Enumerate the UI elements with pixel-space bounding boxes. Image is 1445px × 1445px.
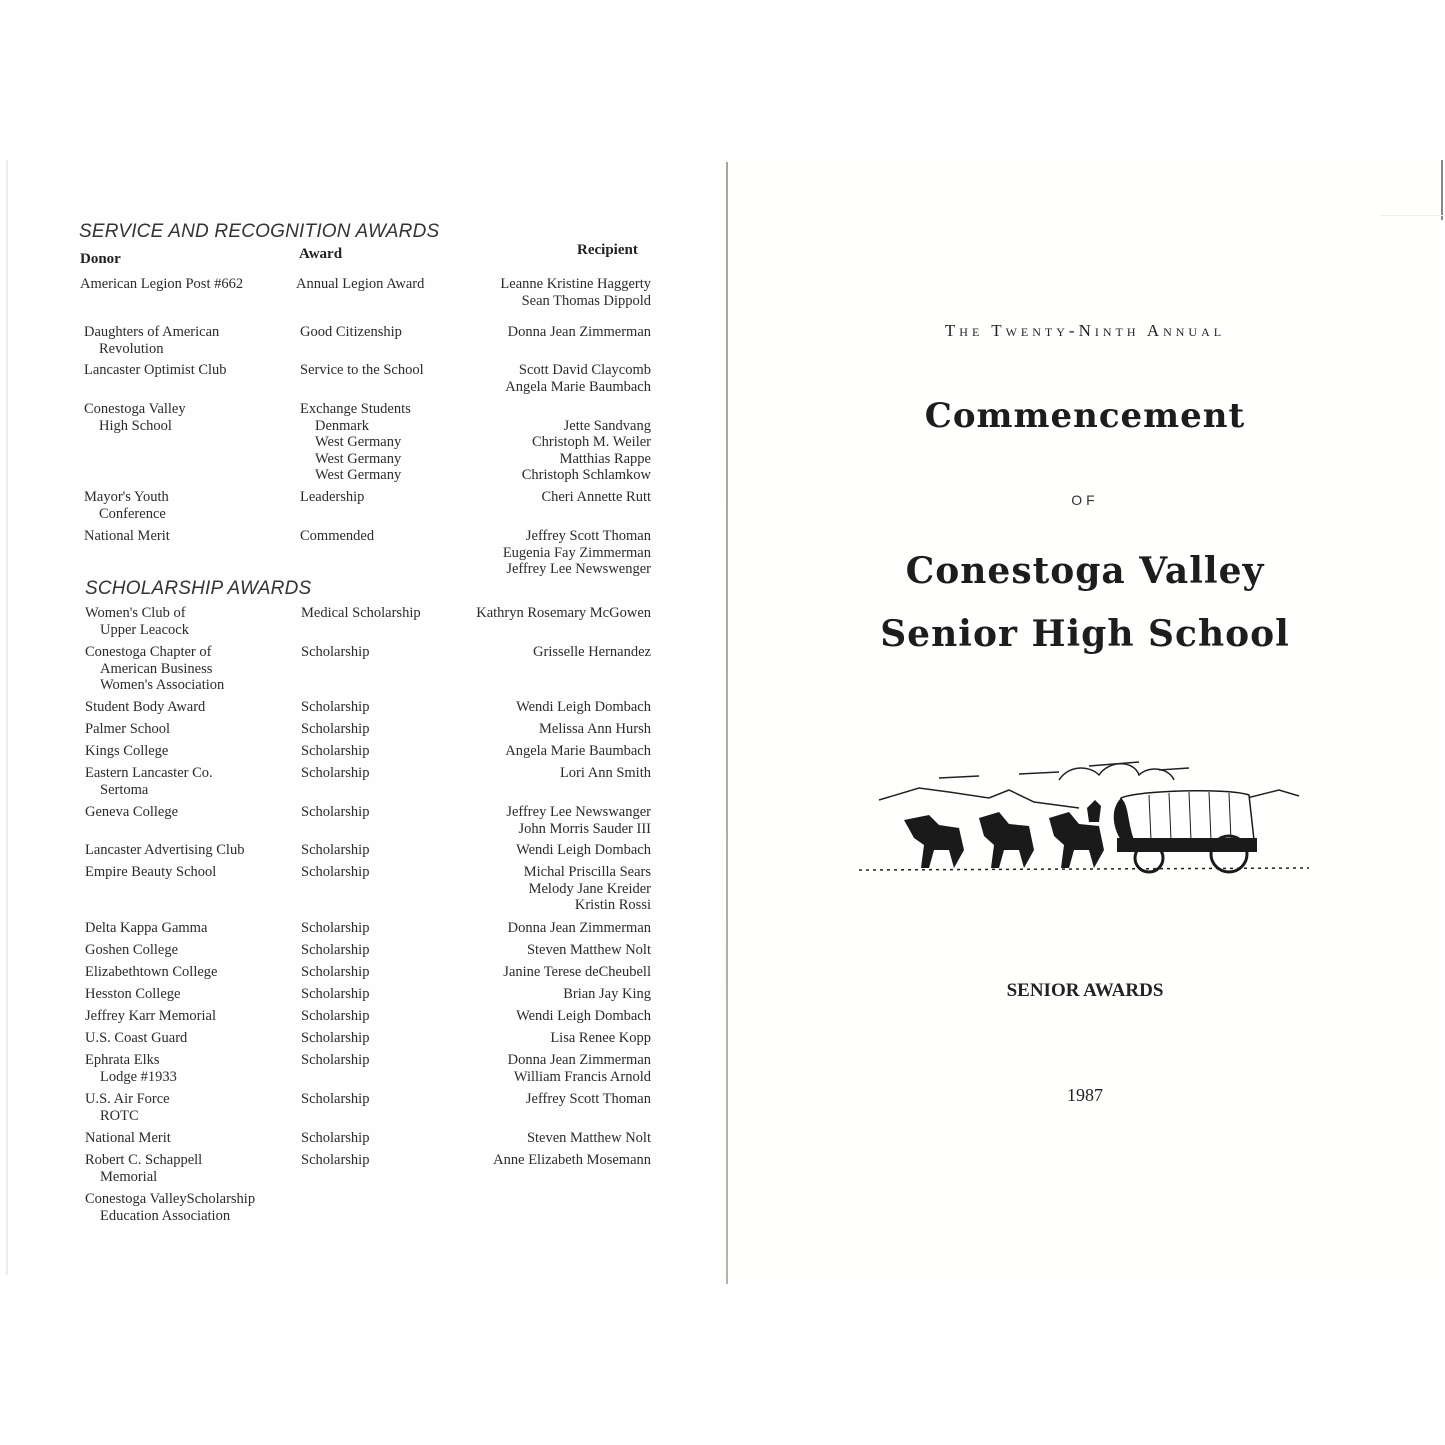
recipient-cell-line: Jeffrey Lee Newswenger: [506, 561, 651, 577]
recipient-cell-line: Melody Jane Kreider: [528, 880, 651, 897]
award-cell: [300, 528, 374, 545]
donor-cell-line: Student Body Award: [85, 699, 206, 715]
donor-cell-line: Palmer School: [85, 721, 170, 737]
donor-cell-line: Women's Association: [100, 677, 225, 693]
donor-cell: [85, 1008, 216, 1025]
award-cell: [300, 362, 424, 379]
donor-cell: [85, 920, 207, 937]
donor-cell-line: American Legion Post #662: [80, 276, 244, 292]
recipient-cell-line: Lisa Renee Kopp: [550, 1030, 651, 1046]
recipient-cell: [508, 920, 651, 937]
recipient-cell-line: Steven Matthew Nolt: [526, 942, 651, 958]
recipient-cell-line: John Morris Sauder III: [518, 820, 651, 837]
donor-cell-line: Ephrata Elks: [85, 1052, 160, 1068]
recipient-cell-line: Christoph M. Weiler: [532, 434, 651, 450]
of-text: OF: [1071, 492, 1099, 508]
award-cell: [301, 644, 369, 661]
award-cell: [300, 401, 411, 484]
donor-cell-line: American Business: [100, 660, 213, 677]
recipient-cell-line: Cheri Annette Rutt: [541, 489, 651, 505]
award-cell-line: Annual Legion Award: [296, 276, 425, 292]
award-cell-line: Scholarship: [301, 1030, 370, 1046]
recipient-cell-line: Donna Jean Zimmerman: [507, 1052, 651, 1068]
donor-cell-line: Hesston College: [85, 986, 181, 1002]
recipient-cell-line: Scott David Claycomb: [518, 362, 651, 378]
recipient-cell: [516, 1008, 651, 1025]
award-cell-line: Scholarship: [301, 1130, 370, 1146]
award-cell: [301, 842, 369, 859]
award-column-header: Award: [299, 246, 343, 262]
donor-cell: [85, 1052, 177, 1085]
award-cell: [301, 699, 369, 716]
recipient-cell-line: Matthias Rappe: [559, 450, 651, 467]
recipient-cell: [560, 765, 651, 782]
recipient-cell: [539, 721, 651, 738]
recipient-cell-line: Kristin Rossi: [574, 897, 651, 913]
recipient-column-header: Recipient: [577, 242, 638, 258]
award-cell-line: West Germany: [315, 434, 402, 450]
donor-cell: [84, 528, 170, 545]
donor-cell: [84, 362, 227, 379]
recipient-cell-line: Janine Terese deCheubell: [503, 964, 651, 980]
award-cell-line: Scholarship: [301, 942, 370, 958]
recipient-cell: [516, 699, 651, 716]
donor-cell-line: Conestoga ValleyScholarship: [85, 1191, 256, 1207]
recipient-cell-line: Eugenia Fay Zimmerman: [502, 544, 651, 561]
recipient-cell-line: Christoph Schlamkow: [521, 467, 651, 483]
donor-cell: [85, 804, 178, 821]
recipient-cell: [500, 276, 651, 309]
page-fold-divider: [726, 162, 728, 1284]
recipient-cell: [503, 528, 651, 578]
donor-cell: [85, 986, 180, 1003]
recipient-cell: [505, 743, 651, 760]
donor-cell: [85, 699, 205, 716]
donor-cell-line: National Merit: [85, 1130, 171, 1146]
recipient-cell: [503, 964, 651, 981]
award-cell-line: Good Citizenship: [300, 324, 402, 340]
recipient-cell-line: Brian Jay King: [563, 986, 651, 1002]
recipient-cell-line: Angela Marie Baumbach: [505, 378, 651, 395]
donor-cell-line: Conestoga Chapter of: [85, 644, 212, 660]
award-cell-line: Scholarship: [301, 1091, 370, 1107]
recipient-cell: [506, 804, 651, 837]
recipient-cell: [526, 1091, 651, 1108]
recipient-cell-line: Donna Jean Zimmerman: [507, 920, 651, 936]
recipient-cell: [533, 644, 651, 661]
senior-awards-heading: SENIOR AWARDS: [1006, 980, 1164, 1001]
donor-cell-line: High School: [99, 417, 172, 434]
recipient-cell-line: Wendi Leigh Dombach: [516, 1008, 651, 1024]
recipient-cell-line: Melissa Ann Hursh: [539, 721, 651, 737]
donor-cell-line: Geneva College: [85, 804, 179, 820]
recipient-cell-line: Sean Thomas Dippold: [521, 292, 651, 309]
award-cell: [300, 489, 364, 506]
donor-cell: [85, 964, 217, 981]
donor-cell: [85, 1091, 170, 1124]
donor-cell: [84, 401, 186, 434]
school-name-line2: Senior High School: [880, 613, 1290, 655]
award-cell: [301, 743, 369, 760]
award-cell: [301, 964, 369, 981]
award-cell: [301, 1030, 369, 1047]
recipient-cell: [563, 986, 651, 1003]
donor-cell-line: Conference: [99, 505, 166, 522]
recipient-cell: [524, 864, 651, 914]
award-cell-line: Scholarship: [301, 1052, 370, 1068]
award-cell-line: Medical Scholarship: [301, 605, 421, 621]
donor-cell: [85, 1030, 187, 1047]
recipient-cell: [505, 362, 651, 395]
donor-cell-line: Lodge #1933: [100, 1068, 177, 1085]
donor-cell: [85, 1191, 255, 1224]
donor-cell-line: Lancaster Advertising Club: [85, 842, 245, 858]
award-cell-line: Leadership: [300, 489, 365, 505]
donor-cell-line: Empire Beauty School: [85, 864, 217, 880]
donor-cell-line: Upper Leacock: [100, 621, 189, 638]
award-cell: [301, 942, 369, 959]
award-cell-line: Scholarship: [301, 765, 370, 781]
covered-wagon-illustration: [859, 750, 1319, 885]
award-cell-line: Scholarship: [301, 920, 370, 936]
award-cell: [300, 324, 402, 341]
award-cell-line: Exchange Students: [300, 401, 411, 417]
recipient-cell-line: Jeffrey Lee Newswanger: [506, 804, 651, 820]
donor-cell-line: Lancaster Optimist Club: [84, 362, 227, 378]
award-cell-line: Scholarship: [301, 1152, 370, 1168]
donor-cell-line: Women's Club of: [85, 605, 186, 621]
award-cell: [301, 920, 369, 937]
donor-cell-line: Conestoga Valley: [84, 401, 186, 417]
service-section-title: SERVICE AND RECOGNITION AWARDS: [79, 221, 440, 242]
recipient-cell: [550, 1030, 651, 1047]
award-cell-line: Service to the School: [300, 362, 424, 378]
donor-cell-line: ROTC: [100, 1107, 139, 1124]
award-cell: [296, 276, 424, 293]
recipient-cell-line: Angela Marie Baumbach: [505, 743, 651, 759]
donor-cell: [85, 743, 168, 760]
donor-cell-line: Education Association: [100, 1207, 231, 1224]
donor-cell-line: National Merit: [84, 528, 170, 544]
recipient-cell: [527, 1130, 651, 1147]
recipient-cell: [508, 1052, 651, 1085]
donor-cell-line: Kings College: [85, 743, 169, 759]
recipient-cell-line: Wendi Leigh Dombach: [516, 842, 651, 858]
recipient-cell-line: Lori Ann Smith: [559, 765, 651, 781]
donor-cell-line: Jeffrey Karr Memorial: [85, 1008, 216, 1024]
donor-cell-line: Daughters of American: [84, 324, 220, 340]
donor-cell-line: U.S. Air Force: [85, 1091, 170, 1107]
donor-cell: [84, 324, 219, 357]
recipient-cell-line: Michal Priscilla Sears: [523, 864, 651, 880]
award-cell: [301, 765, 369, 782]
donor-cell-line: Delta Kappa Gamma: [85, 920, 208, 936]
recipient-cell: [541, 489, 651, 506]
donor-cell-line: U.S. Coast Guard: [85, 1030, 188, 1046]
award-cell: [301, 864, 369, 881]
donor-column-header: Donor: [80, 251, 121, 267]
commencement-title: Commencement: [924, 396, 1246, 436]
scholarship-section-title: SCHOLARSHIP AWARDS: [85, 578, 312, 599]
award-cell-line: Scholarship: [301, 743, 370, 759]
award-cell: [301, 605, 421, 622]
award-cell: [301, 721, 369, 738]
award-cell-line: Denmark: [315, 417, 369, 434]
award-cell: [301, 804, 369, 821]
donor-cell-line: Mayor's Youth: [84, 489, 169, 505]
donor-cell-line: Revolution: [99, 340, 164, 357]
donor-cell-line: Eastern Lancaster Co.: [85, 765, 213, 781]
page-edge: [1441, 160, 1443, 220]
kicker-text: The Twenty-Ninth Annual: [944, 321, 1226, 340]
award-cell: [301, 1052, 369, 1069]
award-cell: [301, 1130, 369, 1147]
recipient-cell-line: Jeffrey Scott Thoman: [525, 528, 651, 544]
award-cell: [301, 986, 369, 1003]
school-name-line1: Conestoga Valley: [905, 550, 1265, 592]
award-cell: [301, 1091, 369, 1108]
recipient-cell-line: Donna Jean Zimmerman: [507, 324, 651, 340]
donor-cell-line: Memorial: [100, 1168, 158, 1185]
donor-cell: [85, 842, 244, 859]
award-cell-line: Commended: [300, 528, 375, 544]
recipient-cell: [522, 401, 651, 484]
recipient-cell: [516, 842, 651, 859]
donor-cell: [85, 605, 189, 638]
recipient-cell-line: Anne Elizabeth Mosemann: [493, 1152, 651, 1168]
title-page: [729, 160, 1441, 1285]
donor-cell: [85, 765, 213, 798]
award-cell-line: Scholarship: [301, 804, 370, 820]
award-cell-line: West Germany: [315, 450, 402, 467]
award-cell-line: Scholarship: [301, 864, 370, 880]
recipient-cell-line: [522, 401, 651, 418]
donor-cell: [84, 489, 169, 522]
recipient-cell: [527, 942, 651, 959]
recipient-cell-line: Kathryn Rosemary McGowen: [476, 605, 651, 621]
donor-cell-line: Elizabethtown College: [85, 964, 218, 980]
donor-cell: [85, 1130, 171, 1147]
donor-cell: [85, 864, 216, 881]
recipient-cell-line: Jeffrey Scott Thoman: [525, 1091, 651, 1107]
award-cell-line: Scholarship: [301, 964, 370, 980]
recipient-cell-line: Wendi Leigh Dombach: [516, 699, 651, 715]
recipient-cell-line: William Francis Arnold: [513, 1068, 651, 1085]
donor-cell-line: Goshen College: [85, 942, 179, 958]
donor-cell: [85, 1152, 202, 1185]
award-cell-line: Scholarship: [301, 1008, 370, 1024]
award-cell-line: Scholarship: [301, 699, 370, 715]
recipient-cell: [493, 1152, 651, 1169]
year-text: 1987: [1067, 1085, 1103, 1105]
award-cell-line: Scholarship: [301, 842, 370, 858]
award-cell: [301, 1152, 369, 1169]
donor-cell-line: Sertoma: [100, 781, 149, 798]
recipient-cell: [476, 605, 651, 622]
award-cell-line: Scholarship: [301, 986, 370, 1002]
donor-cell: [85, 942, 178, 959]
recipient-cell-line: Grisselle Hernandez: [533, 644, 651, 660]
recipient-cell-line: Leanne Kristine Haggerty: [500, 276, 651, 292]
award-cell: [301, 1008, 369, 1025]
recipient-cell-line: Jette Sandvang: [563, 417, 651, 434]
award-cell-line: Scholarship: [301, 644, 370, 660]
recipient-cell: [508, 324, 651, 341]
award-cell-line: West Germany: [315, 467, 402, 483]
donor-cell: [85, 644, 224, 694]
donor-cell: [85, 721, 170, 738]
recipient-cell-line: Steven Matthew Nolt: [526, 1130, 651, 1146]
donor-cell-line: Robert C. Schappell: [85, 1152, 203, 1168]
donor-cell: [80, 276, 243, 293]
award-cell-line: Scholarship: [301, 721, 370, 737]
